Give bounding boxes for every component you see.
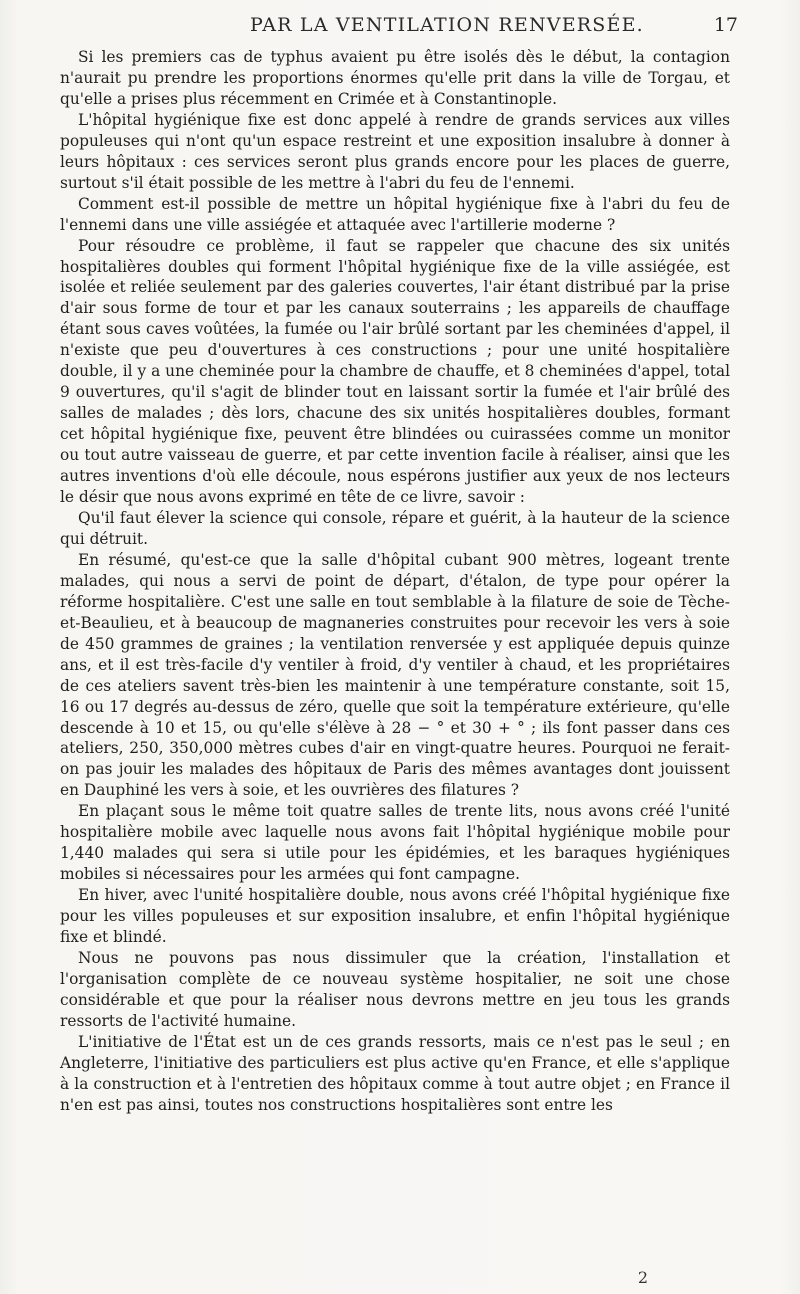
paragraph: Nous ne pouvons pas nous dissimuler que la création, l'installation et l'organisation complète de ce nouveau système hospitalier, ne soit une chose considérable et que pour la réaliser nous devrons mettre en jeu tous les grands ressorts de l'activité humaine. — [60, 948, 730, 1030]
signature-mark: 2 — [637, 1268, 648, 1287]
paragraph: Comment est-il possible de mettre un hôpital hygiénique fixe à l'abri du feu de l'ennemi dans une ville assiégée et attaquée avec l'artillerie moderne ? — [60, 194, 730, 234]
page-number: 17 — [713, 14, 738, 36]
paragraph: Si les premiers cas de typhus avaient pu être isolés dès le début, la contagion n'aurait pu prendre les proportions énormes qu'elle prit dans la ville de Torgau, et qu'elle a prises plus récemment en Crimée et à Constantinople. — [60, 48, 730, 108]
running-header — [0, 14, 800, 44]
paragraph: En résumé, qu'est-ce que la salle d'hôpital cubant 900 mètres, logeant trente malades, qui nous a servi de point de départ, d'étalon, de type pour opérer la réforme hospitalière. C'est une salle en tout semblable à la filature de soie de Tèche-et-Beaulieu, et à beaucoup de magnaneries construites pour recevoir les vers à soie de 450 grammes de graines ; la ventilation renversée y est appliquée depuis quinze ans, et il est très-facile d'y ventiler à froid, d'y ventiler à chaud, et les propriétaires de ces ateliers savent très-bien les maintenir à une température constante, soit 15, 16 ou 17 degrés au-dessus de zéro, quelle que soit la température extérieure, qu'elle descende à 10 et 15, ou qu'elle s'élève à 28 − ° et 30 + ° ; ils font passer dans ces ateliers, 250, 350,000 mètres cubes d'air en vingt-quatre heures. Pourquoi ne ferait-on pas jouir les malades des hôpitaux de Paris des mêmes avantages dont jouissent en Dauphiné les vers à soie, et les ouvrières des filatures ? — [60, 550, 730, 800]
paragraph: Qu'il faut élever la science qui console, répare et guérit, à la hauteur de la science qui détruit. — [60, 508, 730, 548]
body-text — [60, 47, 730, 1116]
paragraph: En plaçant sous le même toit quatre salles de trente lits, nous avons créé l'unité hospitalière mobile avec laquelle nous avons fait l'hôpital hygiénique mobile pour 1,440 malades qui sera si utile pour les épidémies, et les baraques hygiéniques mobiles si nécessaires pour les armées qui font campagne. — [60, 802, 730, 884]
paragraph: Pour résoudre ce problème, il faut se rappeler que chacune des six unités hospitalières doubles qui forment l'hôpital hygiénique fixe de la ville assiégée, est isolée et reliée seulement par des galeries couvertes, l'air étant distribué par la prise d'air sous forme de tour et par les canaux souterrains ; les appareils de chauffage étant sous caves voûtées, la fumée ou l'air brûlé sortant par les cheminées d'appel, il n'existe que peu d'ouvertures à ces constructions ; pour une unité hospitalière double, il y a une cheminée pour la chambre de chauffe, et 8 cheminées d'appel, total 9 ouvertures, qu'il s'agit de blinder tout en laissant sortir la fumée et l'air brûlé des salles de malades ; dès lors, chacune des six unités hospitalières doubles, formant cet hôpital hygiénique fixe, peuvent être blindées ou cuirassées comme un monitor ou tout autre vaisseau de guerre, et par cette invention facile à réaliser, ainsi que les autres inventions d'où elle découle, nous espérons justifier aux yeux de nos lecteurs le désir que nous avons exprimé en tête de ce livre, savoir : — [60, 236, 730, 507]
paragraph: L'initiative de l'État est un de ces grands ressorts, mais ce n'est pas le seul ; en Angleterre, l'initiative des particuliers est plus active qu'en France, et elle s'applique à la construction et à l'entretien des hôpitaux comme à tout autre objet ; en France il n'en est pas ainsi, toutes nos constructions hospitalières sont entre les — [60, 1032, 730, 1114]
running-title: PAR LA VENTILATION RENVERSÉE. — [250, 14, 644, 36]
paragraph: En hiver, avec l'unité hospitalière double, nous avons créé l'hôpital hygiénique fixe pour les villes populeuses et sur exposition insalubre, et enfin l'hôpital hygiénique fixe et blindé. — [60, 886, 730, 947]
paragraph: L'hôpital hygiénique fixe est donc appelé à rendre de grands services aux villes populeuses qui n'ont qu'un espace restreint et une exposition insalubre à donner à leurs hôpitaux : ces services seront plus grands encore pour les places de guerre, surtout s'il était possible de les mettre à l'abri du feu de l'ennemi. — [60, 110, 730, 192]
